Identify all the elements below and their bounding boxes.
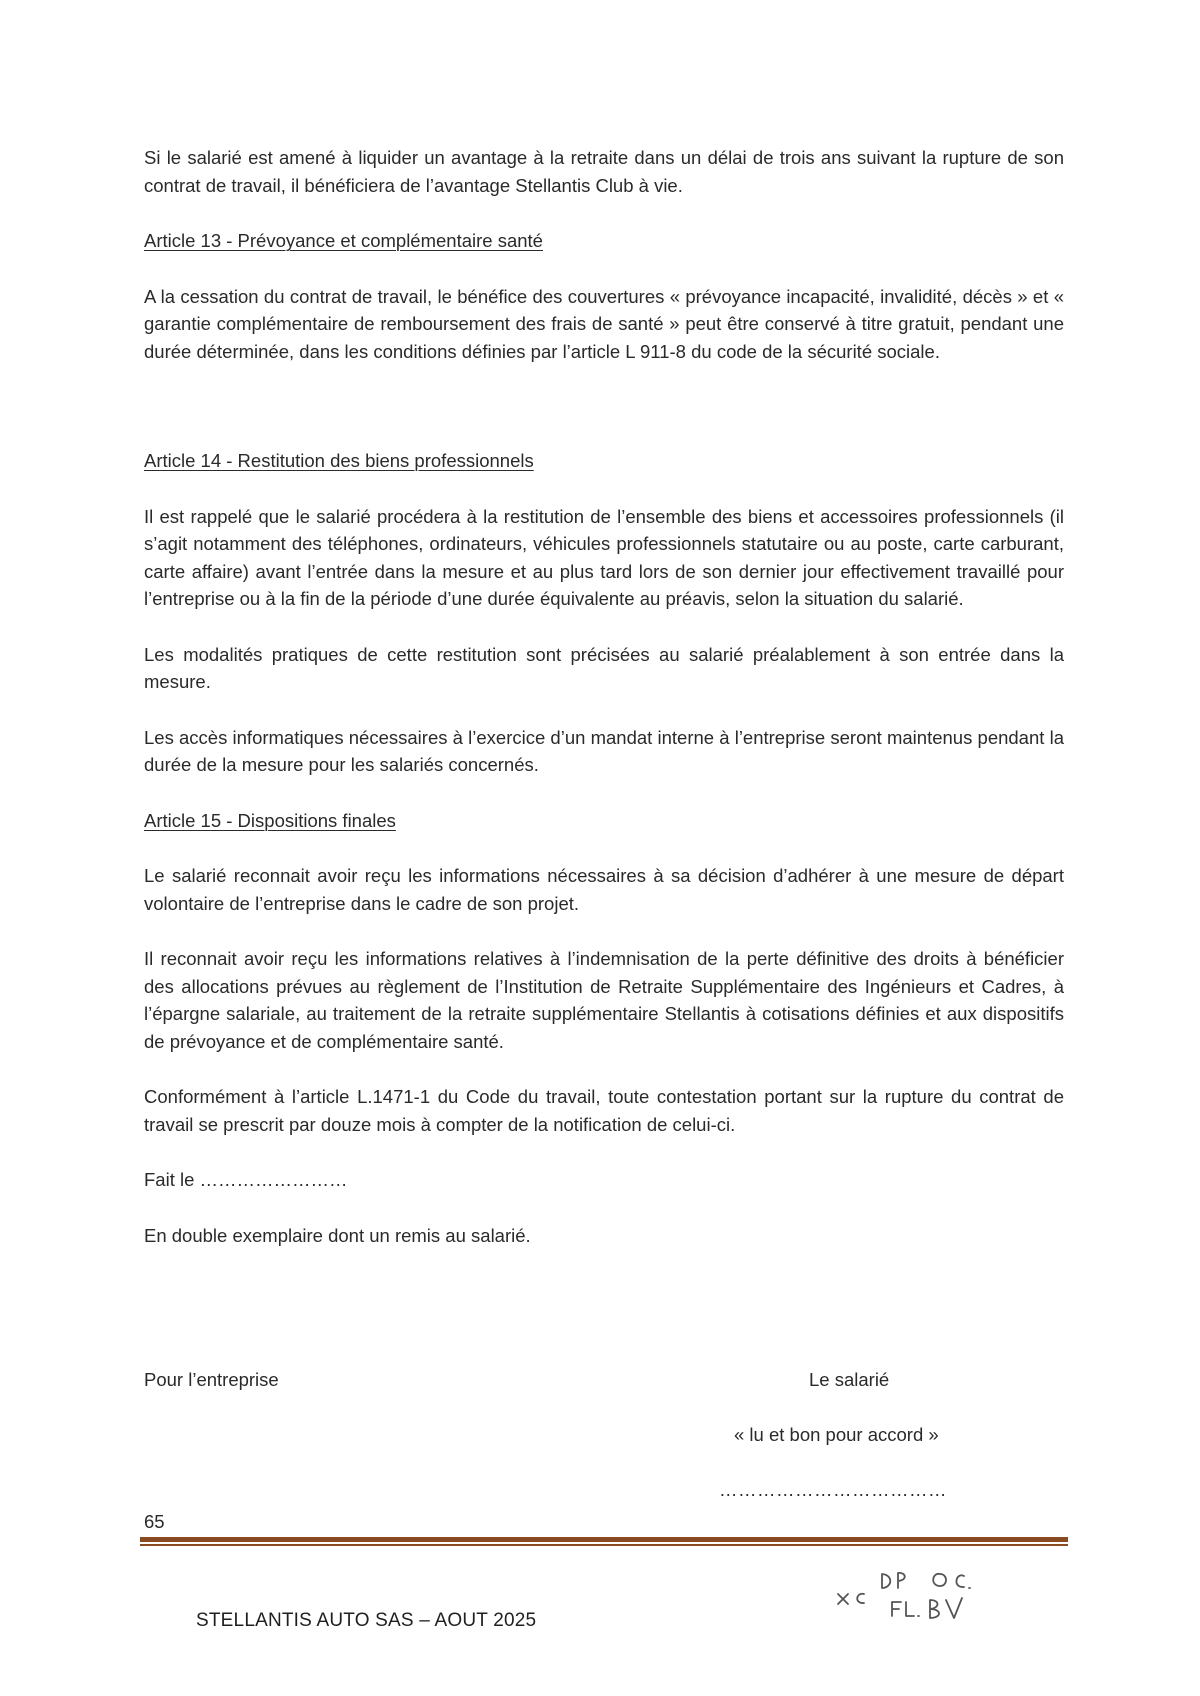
article-13-paragraph: A la cessation du contrat de travail, le bénéfice des couvertures « prévoyance incapacité, invalidité, décès » et « garantie complémentaire de remboursement des frais de santé » peut être conservé à titre gratuit, pendant une durée déterminée, dans les conditions définies par l’article L 911-8 du code de la sécurité sociale. [144, 285, 1064, 362]
footer-company-date: STELLANTIS AUTO SAS – AOUT 2025 [196, 1610, 537, 1631]
article-13-heading-text: Article 13 - Prévoyance et complémentaire santé [144, 230, 543, 251]
article-15-heading-text: Article 15 - Dispositions finales [144, 809, 396, 831]
article-14-paragraph-1: Il est rappelé que le salarié procédera à la restitution de l’ensemble des biens et accessoires professionnels (il s’agit notamment des téléphones, ordinateurs, véhicules professionnels statutaire ou au poste, carte carburant, carte affaire) avant l’entrée dans la mesure et au plus tard lors de son dernier jour effectivement travaillé pour l’entreprise ou à la fin de la période d’une durée équivalente au préavis, selon la situation du salarié. [144, 505, 1064, 609]
article-14-heading-text: Article 14 - Restitution des biens professionnels [144, 450, 534, 471]
company-signature-label: Pour l’entreprise [144, 1369, 279, 1390]
footer-rule [140, 1537, 1068, 1546]
copies-line: En double exemplaire dont un remis au salarié. [144, 1224, 531, 1246]
page-number: 65 [144, 1511, 165, 1532]
article-14-paragraph-2: Les modalités pratiques de cette restitution sont précisées au salarié préalablement à son entrée dans la mesure. [144, 643, 1064, 692]
article-15-paragraph-3: Conformément à l’article L.1471-1 du Code du travail, toute contestation portant sur la rupture du contrat de travail se prescrit par douze mois à compter de la notification de celui-ci. [144, 1086, 1064, 1135]
article-15-paragraph-2: Il reconnait avoir reçu les informations relatives à l’indemnisation de la perte définitive des droits à bénéficier des allocations prévues au règlement de l’Institution de Retraite Supplémentaire des Ingénieurs et Cadres, à l’épargne salariale, au traitement de la retraite supplémentaire Stellantis à cotisations définies et aux dispositifs de prévoyance et de complémentaire santé. [144, 948, 1064, 1052]
article-13-heading [144, 227, 1064, 255]
article-15-paragraph-1: Le salarié reconnait avoir reçu les informations nécessaires à sa décision d’adhérer à une mesure de départ volontaire de l’entreprise dans le cadre de son projet. [144, 865, 1064, 914]
signature-line: ……………………………… [719, 1479, 947, 1500]
document-body [144, 144, 1064, 1249]
article-14-heading [144, 447, 1064, 475]
signature-block [144, 1366, 1064, 1506]
footer-rule-thick [140, 1537, 1068, 1542]
footer-rule-thin [140, 1544, 1068, 1546]
agreement-mention: « lu et bon pour accord » [734, 1424, 939, 1445]
article-14-paragraph-3: Les accès informatiques nécessaires à l’exercice d’un mandat interne à l’entreprise seront maintenus pendant la durée de la mesure pour les salariés concernés. [144, 726, 1064, 775]
employee-signature-label: Le salarié [809, 1369, 890, 1390]
date-line: Fait le …………………… [144, 1169, 348, 1190]
paragraph-retirement-advantage: Si le salarié est amené à liquider un avantage à la retraite dans un délai de trois ans suivant la rupture de son contrat de travail, il bénéficiera de l’avantage Stellantis Club à vie. [144, 147, 1064, 196]
article-15-heading [144, 807, 1064, 835]
handwritten-initials-icon [830, 1558, 1010, 1628]
